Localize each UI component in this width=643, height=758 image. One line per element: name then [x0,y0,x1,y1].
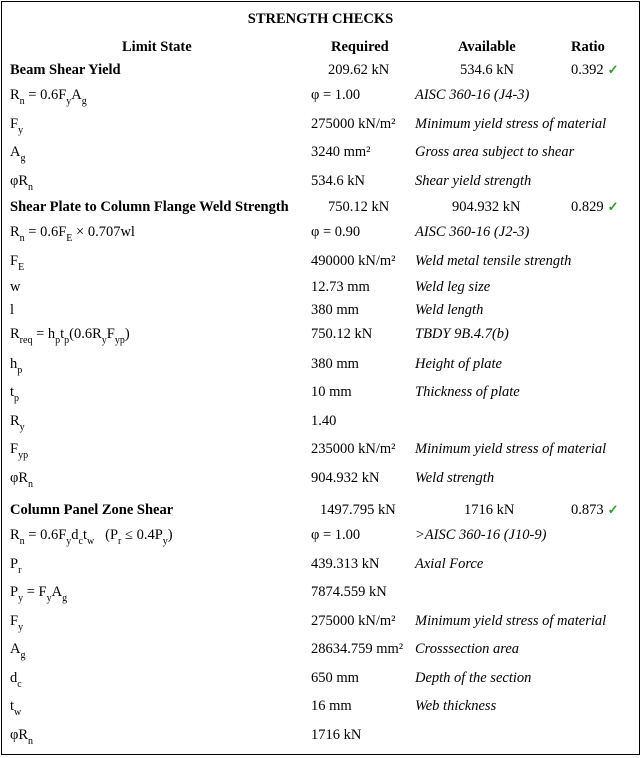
weld-fe-desc: Weld metal tensile strength [415,253,572,269]
table-title: STRENGTH CHECKS [247,11,394,27]
symbol-fy: $F_y$ [10,116,24,136]
panel-available: 1716 kN [464,502,515,518]
weld-phirn-value: 904.932 kN [311,470,380,486]
beam-shear-reference: AISC 360-16 (J4-3) [415,87,530,103]
weld-reference: AISC 360-16 (J2-3) [415,224,530,240]
beam-shear-ag-value: 3240 mm² [311,144,371,160]
weld-l-value: 380 mm [311,302,359,318]
beam-shear-available: 534.6 kN [460,62,514,78]
beam-shear-fy-desc: Minimum yield stress of material [415,116,607,132]
panel-title: Column Panel Zone Shear [10,502,174,518]
weld-w-desc: Weld leg size [415,279,491,295]
panel-fy-value: 275000 kN/m² [311,613,396,629]
symbol-l: l [10,302,15,318]
beam-shear-phirn-desc: Shear yield strength [415,173,532,189]
weld-ry-value: 1.40 [311,413,337,429]
panel-ag-desc: Crosssection area [415,641,520,657]
weld-rreq-value: 750.12 kN [311,326,373,342]
symbol-fe: $F_E$ [10,253,25,273]
weld-fyp-desc: Minimum yield stress of material [415,441,607,457]
header-ratio: Ratio [571,39,605,55]
weld-tp-value: 10 mm [311,384,352,400]
formula-rn-beam-shear: $R_n = 0.6F_yA_g$ [10,87,87,107]
symbol-ag: $A_g$ [10,144,26,164]
formula-rreq: $R_{req} = h_pt_p(0.6R_yF_{yp})$ [10,326,130,346]
weld-title: Shear Plate to Column Flange Weld Strength [10,199,289,215]
symbol-phirn: $\varphi R_n$ [10,470,34,490]
weld-fe-value: 490000 kN/m² [311,253,396,269]
formula-rn-weld: $R_n = 0.6F_E \times 0.707wl$ [10,224,135,244]
check-icon: ✓ [607,199,619,214]
symbol-ag: $A_g$ [10,641,26,661]
symbol-dc: $d_c$ [10,670,22,690]
symbol-ry: $R_y$ [10,413,25,433]
beam-shear-ratio: 0.392 [571,62,604,78]
weld-hp-desc: Height of plate [415,356,502,372]
weld-ratio-cell [571,198,619,216]
beam-shear-phi: φ = 1.00 [311,87,361,103]
beam-shear-required: 209.62 kN [328,62,390,78]
weld-ratio: 0.829 [571,199,604,215]
symbol-phirn: $\varphi R_n$ [10,173,34,193]
formula-py: $P_y = F_yA_g$ [10,584,68,604]
panel-dc-desc: Depth of the section [415,670,532,686]
beam-shear-title: Beam Shear Yield [10,62,121,78]
weld-hp-value: 380 mm [311,356,359,372]
beam-shear-ag-desc: Gross area subject to shear [415,144,575,160]
header-available: Available [458,39,516,55]
beam-shear-ratio-cell [571,61,619,79]
symbol-tp: $t_p$ [10,384,20,404]
beam-shear-phirn-value: 534.6 kN [311,173,365,189]
panel-py-value: 7874.559 kN [311,584,387,600]
formula-rn-panel: $R_n = 0.6F_yd_ct_w$ $(P_r \le 0.4P_y)$ [10,527,173,547]
panel-dc-value: 650 mm [311,670,359,686]
weld-required: 750.12 kN [328,199,390,215]
panel-required: 1497.795 kN [320,502,396,518]
symbol-fy: $F_y$ [10,613,24,633]
weld-phirn-desc: Weld strength [415,470,495,486]
panel-tw-value: 16 mm [311,698,352,714]
header-required: Required [331,39,389,55]
weld-available: 904.932 kN [452,199,521,215]
symbol-tw: $t_w$ [10,698,22,718]
symbol-phirn: $\varphi R_n$ [10,727,34,747]
beam-shear-fy-value: 275000 kN/m² [311,116,396,132]
weld-phi: φ = 0.90 [311,224,361,240]
weld-w-value: 12.73 mm [311,279,370,295]
panel-ag-value: 28634.759 mm² [311,641,404,657]
panel-fy-desc: Minimum yield stress of material [415,613,607,629]
check-icon: ✓ [607,502,619,517]
weld-rreq-desc: TBDY 9B.4.7(b) [415,326,509,342]
weld-l-desc: Weld length [415,302,484,318]
weld-tp-desc: Thickness of plate [415,384,520,400]
header-limit-state: Limit State [122,39,192,55]
symbol-fyp: $F_{yp}$ [10,441,29,461]
symbol-pr: $P_r$ [10,556,22,576]
panel-ratio: 0.873 [571,502,604,518]
panel-pr-value: 439.313 kN [311,556,380,572]
strength-checks-table [1,1,640,755]
weld-fyp-value: 235000 kN/m² [311,441,396,457]
symbol-hp: $h_p$ [10,356,23,376]
panel-ratio-cell [571,501,619,519]
panel-pr-desc: Axial Force [415,556,484,572]
panel-phirn-value: 1716 kN [311,727,362,743]
panel-phi: φ = 1.00 [311,527,361,543]
panel-tw-desc: Web thickness [415,698,497,714]
panel-reference: >AISC 360-16 (J10-9) [415,527,547,543]
symbol-w: w [10,279,21,295]
check-icon: ✓ [607,62,619,77]
